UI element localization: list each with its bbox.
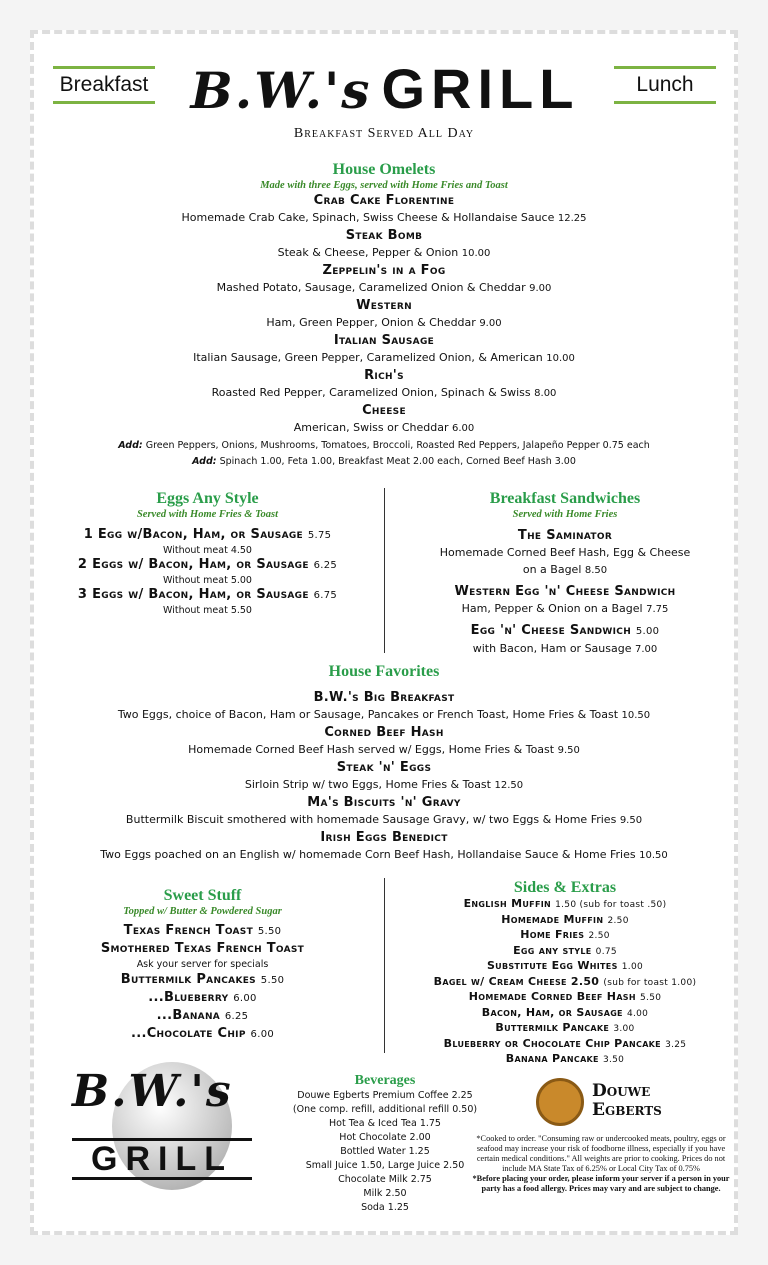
menu-item-name — [395, 583, 735, 600]
item-description — [40, 384, 728, 402]
item-name: Homemade Corned Beef Hash — [468, 990, 636, 1003]
item-description — [395, 561, 735, 579]
item-price: 12.50 — [494, 780, 524, 791]
section-title: Sides & Extras — [513, 879, 617, 896]
item-price: 8.00 — [534, 388, 557, 399]
item-price: 6.00 — [451, 423, 475, 434]
item-price: 2.50 — [607, 915, 629, 926]
brand-emblem-icon — [536, 1078, 584, 1126]
item-name: ...Banana — [156, 1008, 221, 1023]
menu-item-name — [40, 192, 728, 209]
menu-item-name — [395, 527, 735, 544]
menu-item-name — [395, 1037, 735, 1053]
item-name: Corned Beef Hash — [324, 725, 444, 740]
section-title: House Favorites — [328, 663, 440, 680]
beverage-item: Milk 2.50 — [363, 1188, 407, 1199]
item-price: 6.00 — [250, 1029, 275, 1040]
item-price: 6.75 — [313, 590, 338, 601]
item-name: Steak Bomb — [345, 228, 423, 243]
item-name: The Saminator — [517, 528, 613, 543]
item-name: 3 Eggs w/ Bacon, Ham, or Sausage — [77, 587, 309, 602]
item-price: 6.25 — [313, 560, 338, 571]
section-title: Beverages — [354, 1073, 416, 1088]
beverage-item: Bottled Water 1.25 — [340, 1146, 430, 1157]
menu-item — [40, 262, 728, 297]
item-name: ...Chocolate Chip — [130, 1026, 246, 1041]
item-name: Steak 'n' Eggs — [336, 760, 432, 775]
menu-item — [40, 367, 728, 402]
item-price: 9.00 — [529, 283, 552, 294]
item-name: 1 Egg w/Bacon, Ham, or Sausage — [83, 527, 303, 542]
menu-item-name — [40, 297, 728, 314]
item-desc: Two Eggs, choice of Bacon, Ham or Sausage, Pancakes or French Toast, Home Fries & Toast — [117, 708, 619, 721]
item-name: English Muffin — [463, 897, 551, 910]
menu-item-name — [40, 922, 365, 940]
tagline: Breakfast Served All Day — [293, 126, 475, 141]
item-price: 3.50 — [602, 1055, 625, 1065]
item-name: Bacon, Ham, or Sausage — [481, 1005, 623, 1019]
brand-line: Douwe — [592, 1081, 651, 1101]
item-price: 7.00 — [635, 644, 658, 655]
item-description — [395, 544, 735, 561]
item-description — [40, 349, 728, 367]
menu-item — [40, 829, 728, 864]
logo-bw: B.W.'s — [190, 61, 372, 120]
item-price: 5.00 — [635, 626, 660, 637]
menu-item-name — [40, 989, 365, 1007]
menu-item-name — [40, 402, 728, 419]
menu-item — [40, 402, 728, 437]
item-price: 5.50 — [640, 993, 662, 1003]
menu-item-name — [40, 940, 365, 958]
item-description — [40, 279, 728, 297]
item-desc: Ham, Green Pepper, Onion & Cheddar — [266, 316, 476, 329]
add-label: Add: — [118, 440, 143, 451]
item-price: 9.50 — [557, 745, 580, 756]
divider — [384, 488, 385, 653]
menu-item-name — [395, 975, 735, 991]
menu-item — [395, 622, 735, 658]
item-desc: Homemade Corned Beef Hash served w/ Eggs, Home Fries & Toast — [188, 743, 555, 756]
breakfast-tab[interactable]: Breakfast — [53, 66, 155, 104]
disclaimer — [470, 1134, 732, 1194]
item-description — [40, 776, 728, 794]
logo-grill: GRILL — [72, 1138, 252, 1180]
menu-item-name — [395, 1006, 735, 1022]
item-desc: American, Swiss or Cheddar — [293, 421, 449, 434]
item-price: 3.00 — [613, 1024, 635, 1034]
item-name: Italian Sausage — [333, 333, 435, 348]
item-description — [40, 314, 728, 332]
item-name: B.W.'s Big Breakfast — [313, 690, 455, 705]
footer-logo — [72, 1062, 252, 1190]
item-desc: Sirloin Strip w/ two Eggs, Home Fries & Toast — [244, 778, 491, 791]
sweet-section — [40, 886, 365, 1043]
section-subtitle: Made with three Eggs, served with Home Fries and Toast — [260, 180, 508, 191]
item-price: 9.00 — [479, 318, 502, 329]
item-price: 6.00 — [233, 993, 257, 1004]
item-note: Without meat 4.50 — [163, 545, 252, 556]
item-desc: Homemade Crab Cake, Spinach, Swiss Cheese & Hollandaise Sauce — [181, 211, 555, 224]
item-price: 3.25 — [665, 1039, 687, 1050]
menu-item — [395, 527, 735, 579]
item-description — [40, 706, 728, 724]
menu-item-name — [395, 990, 735, 1006]
item-desc: Homemade Corned Beef Hash, Egg & Cheese — [439, 546, 691, 559]
menu-item-name — [395, 622, 735, 640]
item-name: Rich's — [364, 368, 404, 383]
item-description — [395, 600, 735, 618]
section-title: House Omelets — [332, 161, 436, 178]
item-desc: Ham, Pepper & Onion on a Bagel — [461, 602, 643, 615]
item-name: Buttermilk Pancakes — [120, 972, 256, 987]
item-name: Buttermilk Pancake — [495, 1021, 610, 1034]
menu-item-name — [40, 227, 728, 244]
item-description — [40, 419, 728, 437]
sandwiches-section — [395, 489, 735, 662]
item-name: Egg 'n' Cheese Sandwich — [470, 623, 632, 638]
item-name: Egg any style — [513, 943, 592, 957]
divider — [384, 878, 385, 1053]
item-desc: Italian Sausage, Green Pepper, Caramelized Onion, & American — [193, 351, 543, 364]
menu-item — [395, 583, 735, 618]
section-subtitle: Served with Home Fries & Toast — [136, 509, 279, 520]
item-name: ...Blueberry — [148, 990, 229, 1005]
item-name: Western — [356, 298, 412, 313]
item-name: Home Fries — [520, 928, 585, 941]
beverages-section — [275, 1072, 495, 1215]
item-name: Banana Pancake — [505, 1052, 599, 1065]
omelets-section — [40, 160, 728, 469]
favorites-section — [40, 662, 728, 864]
lunch-tab[interactable]: Lunch — [614, 66, 716, 104]
logo-bw: B.W.'s — [72, 1066, 233, 1117]
item-price: 5.75 — [307, 530, 332, 541]
item-description — [40, 244, 728, 262]
section-title: Sweet Stuff — [163, 887, 242, 904]
menu-item-name — [395, 944, 735, 960]
menu-item-name — [40, 262, 728, 279]
item-price: 1.00 — [621, 962, 644, 972]
beverage-item: Small Juice 1.50, Large Juice 2.50 — [305, 1160, 465, 1171]
item-description — [395, 640, 735, 658]
menu-item — [40, 724, 728, 759]
menu-item — [40, 794, 728, 829]
item-price: 5.50 — [260, 975, 285, 986]
item-desc: on a Bagel — [522, 563, 582, 576]
item-name: Crab Cake Florentine — [313, 193, 455, 208]
beverage-item: Chocolate Milk 2.75 — [338, 1174, 432, 1185]
menu-item-name — [40, 1025, 365, 1043]
item-description — [40, 741, 728, 759]
item-name: 2 Eggs w/ Bacon, Ham, or Sausage — [77, 557, 309, 572]
item-price: 10.00 — [461, 248, 491, 259]
item-desc: Buttermilk Biscuit smothered with homemade Sausage Gravy, w/ two Eggs & Home Fries — [125, 813, 617, 826]
add-line: Green Peppers, Onions, Mushrooms, Tomatoes, Broccoli, Roasted Red Peppers, Jalapeño Pepper 0.75 each — [145, 440, 650, 451]
item-desc: Two Eggs poached on an English w/ homemade Corn Beef Hash, Hollandaise Sauce & Home Fries — [100, 848, 636, 861]
item-price: 0.75 — [595, 946, 617, 957]
item-name: Substitute Egg Whites — [486, 959, 618, 972]
beverage-item: (One comp. refill, additional refill 0.50) — [292, 1104, 478, 1115]
item-price: 10.50 — [621, 710, 651, 721]
menu-item — [40, 192, 728, 227]
menu-item-name — [40, 1007, 365, 1025]
item-name: Texas French Toast — [123, 923, 254, 938]
item-desc: Roasted Red Pepper, Caramelized Onion, Spinach & Swiss — [211, 386, 531, 399]
add-label: Add: — [192, 456, 217, 467]
item-price: 6.25 — [224, 1011, 249, 1022]
item-name: Irish Eggs Benedict — [320, 830, 448, 845]
menu-item-name — [395, 959, 735, 975]
menu-item — [40, 759, 728, 794]
menu-item — [40, 587, 375, 617]
item-name: Zeppelin's in a Fog — [322, 263, 446, 278]
item-name: Smothered Texas French Toast — [100, 941, 305, 956]
menu-item-name — [395, 928, 735, 944]
menu-item-name — [40, 367, 728, 384]
menu-item-name — [395, 1052, 735, 1068]
item-price: 12.25 — [557, 213, 587, 224]
item-name: Blueberry or Chocolate Chip Pancake — [443, 1036, 661, 1050]
item-price: 9.50 — [619, 815, 643, 826]
menu-item-name — [40, 587, 375, 604]
menu-item-name — [40, 527, 375, 544]
add-line: Spinach 1.00, Feta 1.00, Breakfast Meat 2.00 each, Corned Beef Hash 3.00 — [219, 456, 576, 467]
section-title: Breakfast Sandwiches — [489, 490, 641, 507]
item-name: Homemade Muffin — [501, 912, 604, 926]
item-price: 1.50 (sub for toast .50) — [555, 900, 667, 910]
item-description — [40, 846, 728, 864]
douwe-egberts-logo — [536, 1078, 726, 1128]
item-description — [40, 209, 728, 227]
item-name: Cheese — [362, 403, 406, 418]
menu-item — [40, 557, 375, 587]
section-title: Eggs Any Style — [156, 490, 259, 507]
eggs-section — [40, 489, 375, 617]
item-price: (sub for toast 1.00) — [603, 977, 697, 988]
brand-line: Egberts — [592, 1100, 662, 1120]
item-desc: Steak & Cheese, Pepper & Onion — [277, 246, 459, 259]
beverage-item: Hot Chocolate 2.00 — [339, 1132, 431, 1143]
item-name: Western Egg 'n' Cheese Sandwich — [454, 584, 676, 599]
item-note: Without meat 5.00 — [163, 575, 252, 586]
item-price: 10.50 — [639, 850, 668, 861]
menu-item-name — [395, 1021, 735, 1037]
section-subtitle: Topped w/ Butter & Powdered Sugar — [123, 906, 282, 917]
menu-item-name — [40, 971, 365, 989]
item-price: 10.00 — [546, 353, 575, 364]
item-note: Ask your server for specials — [136, 959, 269, 970]
item-desc: Mashed Potato, Sausage, Caramelized Onion & Cheddar — [216, 281, 526, 294]
menu-item-name — [395, 913, 735, 929]
disclaimer-text: *Cooked to order. "Consuming raw or undercooked meats, poultry, eggs or seafood may increase your risk of foodborne illness, especially if you have certain medical conditions." All weights are prior to cooking. Prices do not include MA State Tax of 6.25% or Local City Tax of 0.75% — [476, 1134, 726, 1173]
beverage-item: Douwe Egberts Premium Coffee 2.25 — [297, 1090, 473, 1101]
beverage-item: Soda 1.25 — [361, 1202, 409, 1213]
item-price: 7.75 — [646, 604, 669, 615]
item-desc: with Bacon, Ham or Sausage — [472, 642, 632, 655]
restaurant-logo — [185, 56, 585, 121]
item-price: 8.50 — [584, 565, 608, 576]
item-note: Without meat 5.50 — [163, 605, 252, 616]
menu-item — [40, 689, 728, 724]
item-name: Ma's Biscuits 'n' Gravy — [307, 795, 461, 810]
menu-item — [40, 227, 728, 262]
item-price: 4.00 — [626, 1008, 649, 1019]
section-subtitle: Served with Home Fries — [512, 509, 618, 520]
beverage-item: Hot Tea & Iced Tea 1.75 — [329, 1118, 441, 1129]
allergy-text: *Before placing your order, please inform your server if a person in your party has a food allergy. Prices may vary and are subject to change. — [472, 1174, 730, 1193]
menu-item-name — [40, 332, 728, 349]
item-description — [40, 811, 728, 829]
menu-item-name — [395, 897, 735, 913]
menu-item-name — [40, 557, 375, 574]
logo-grill: GRILL — [381, 57, 580, 120]
menu-item — [40, 332, 728, 367]
menu-item — [40, 527, 375, 557]
sides-section — [395, 878, 735, 1068]
item-name: Bagel w/ Cream Cheese 2.50 — [433, 974, 600, 988]
menu-item — [40, 297, 728, 332]
item-price: 2.50 — [588, 931, 610, 941]
item-price: 5.50 — [257, 926, 282, 937]
